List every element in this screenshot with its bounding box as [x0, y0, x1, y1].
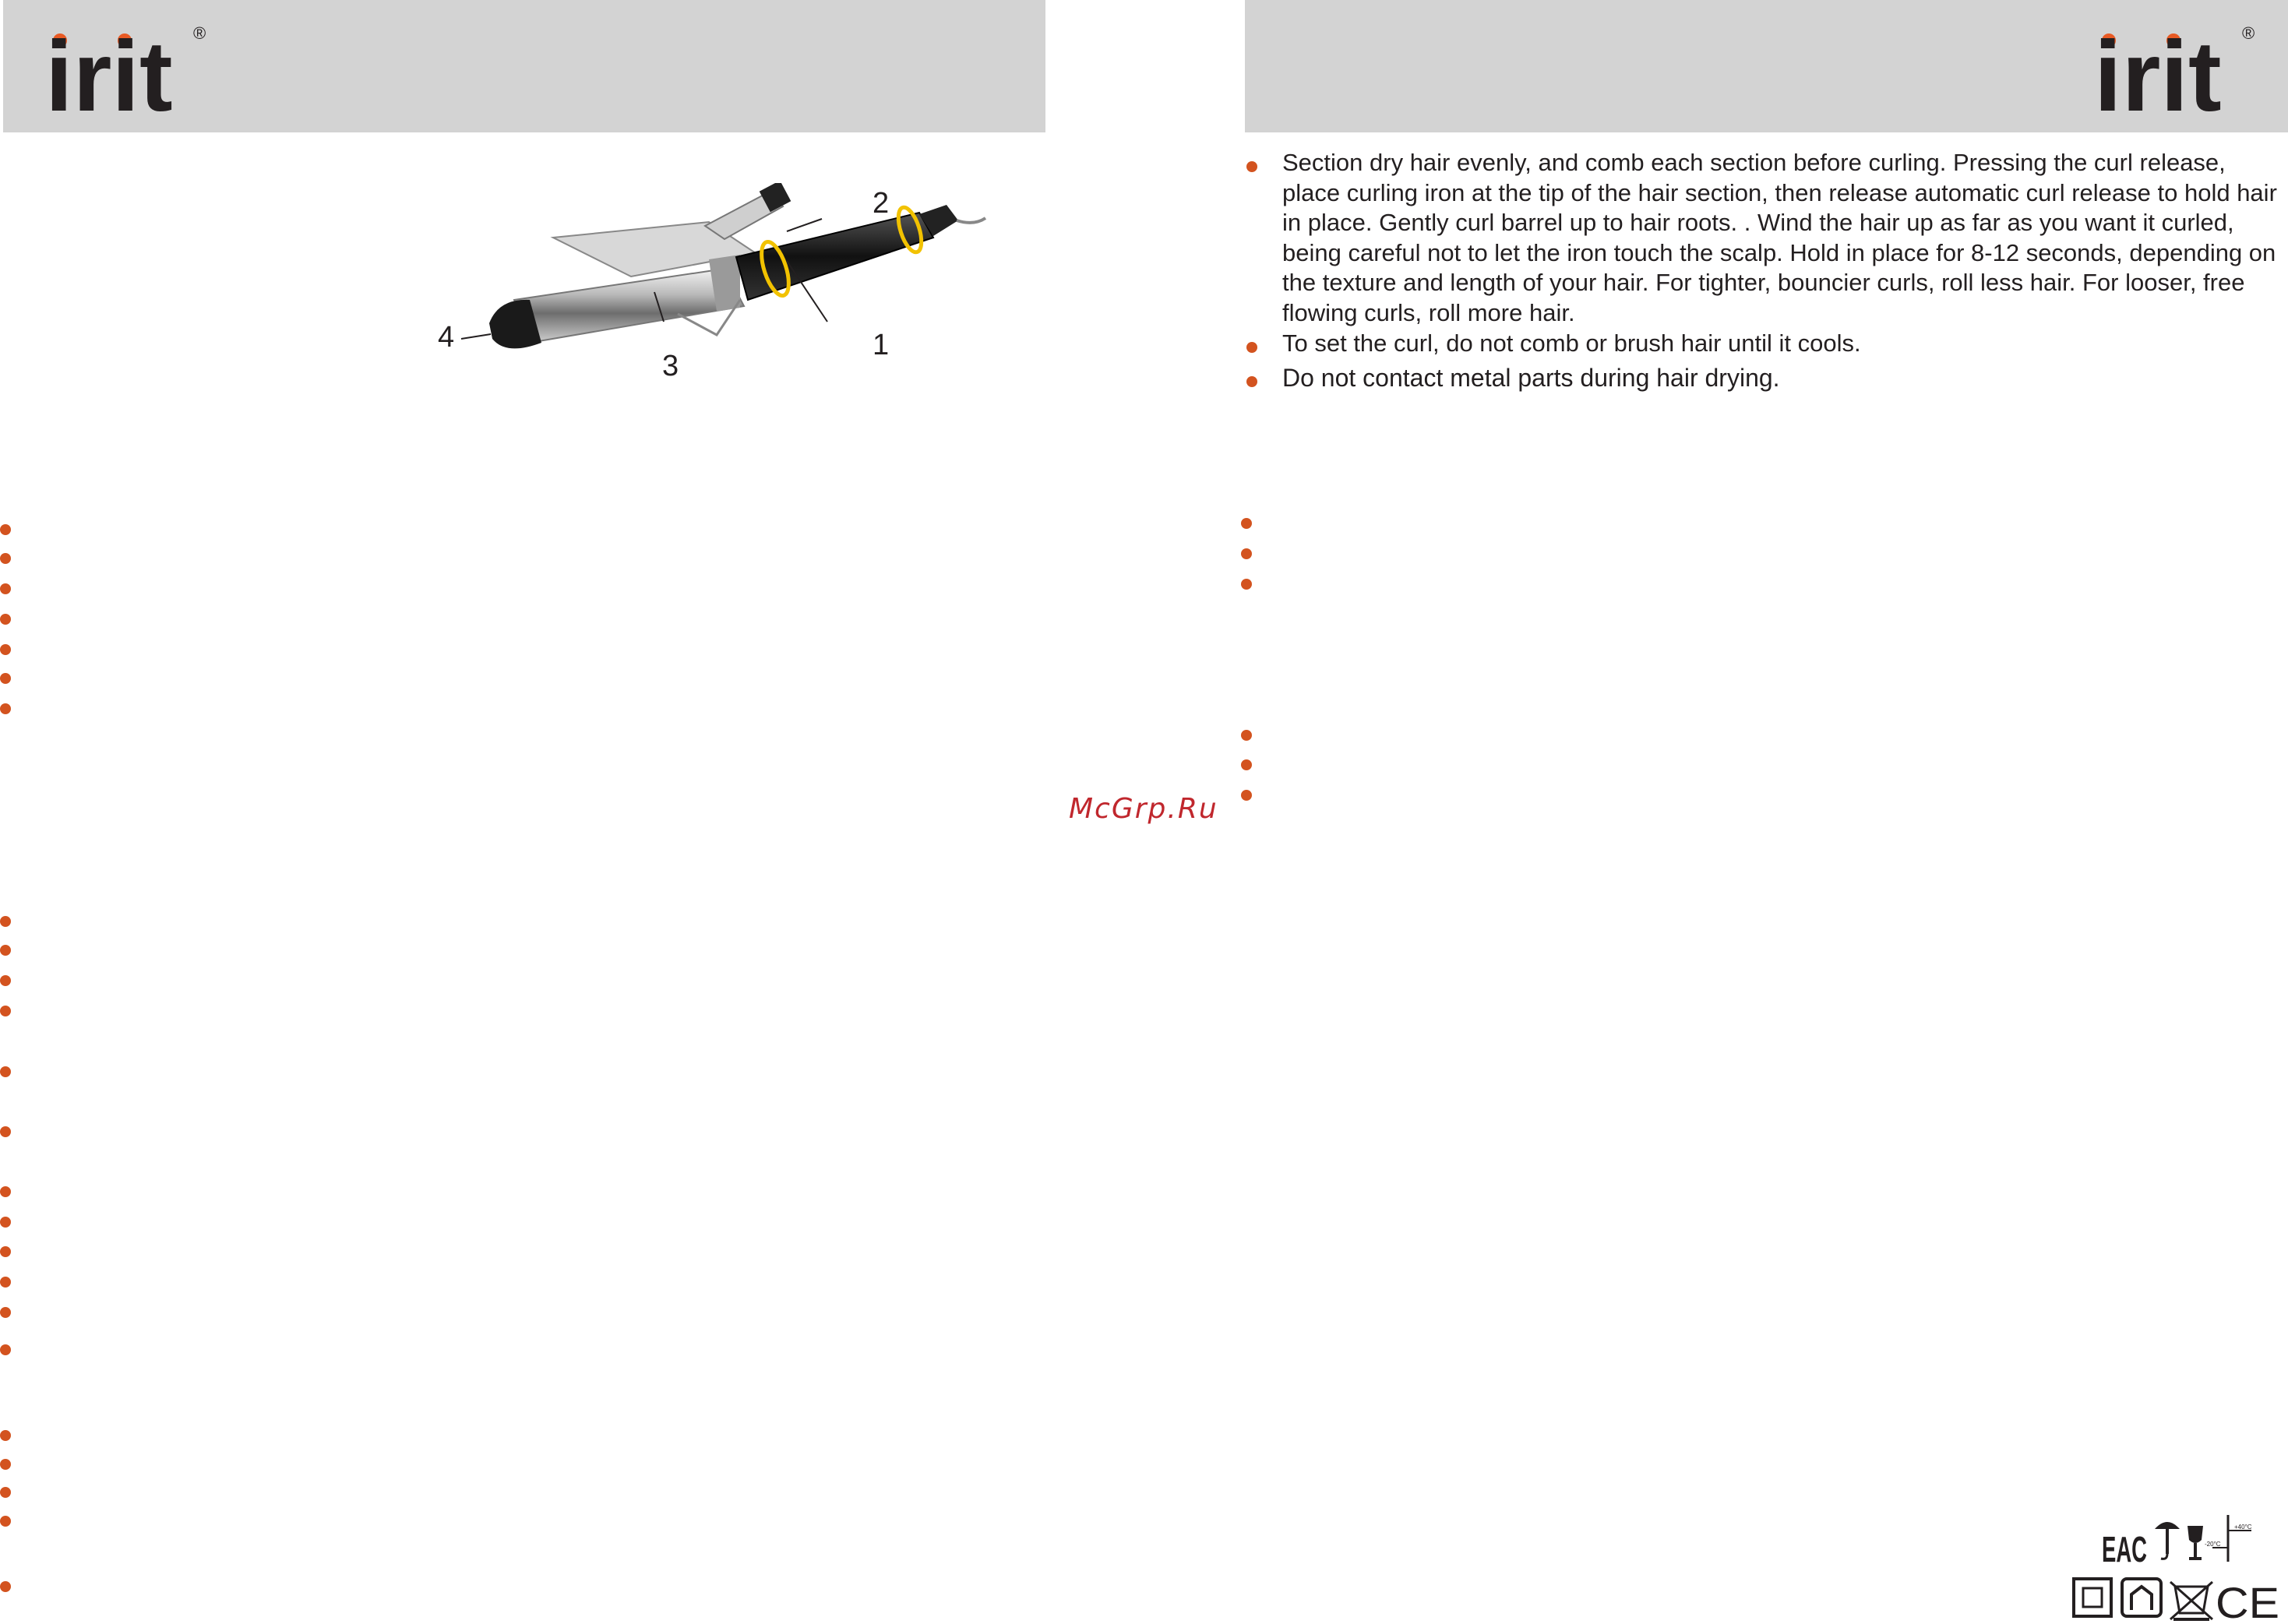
bullet-icon — [0, 1246, 11, 1257]
bullet-icon — [0, 644, 11, 655]
instruction-item: To set the curl, do not comb or brush hair until it cools. — [1239, 329, 2283, 359]
handle-with-care-icon — [2122, 1579, 2161, 1616]
bullet-icon — [1241, 790, 1252, 801]
handle — [736, 205, 985, 300]
curling-iron-illustration — [428, 183, 989, 401]
bullet-icon — [0, 553, 11, 564]
bullet-icon — [0, 1516, 11, 1527]
registered-mark: ® — [2242, 23, 2255, 43]
fragile-icon — [2188, 1526, 2203, 1559]
weee-bin-icon — [2170, 1582, 2212, 1619]
svg-text:+40°C: +40°C — [2234, 1524, 2252, 1531]
bullet-icon — [0, 614, 11, 625]
registered-mark: ® — [193, 23, 206, 43]
callout-3: 3 — [662, 350, 679, 382]
bullet-icon — [0, 1344, 11, 1355]
ce-mark: CE — [2216, 1578, 2279, 1624]
bullet-icon — [0, 703, 11, 714]
bullet-icon — [0, 1307, 11, 1318]
bullet-icon — [1241, 759, 1252, 770]
watermark: McGrp.Ru — [1069, 793, 1218, 825]
bullet-icon — [0, 1126, 11, 1137]
usage-instructions-list — [1239, 148, 2283, 393]
bullet-icon — [0, 975, 11, 986]
svg-text:-20°C: -20°C — [2205, 1541, 2221, 1548]
callout-2: 2 — [873, 187, 890, 220]
bullet-icon — [0, 916, 11, 927]
bullet-icon — [0, 1217, 11, 1228]
certification-marks — [2072, 1507, 2286, 1624]
bullet-icon — [0, 524, 11, 535]
temperature-limit-icon — [2205, 1515, 2252, 1562]
bullet-icon — [0, 1066, 11, 1077]
logo-wordmark: irit — [2094, 21, 2222, 118]
bullet-icon — [0, 1459, 11, 1470]
bullet-icon — [0, 1006, 11, 1016]
bullet-icon — [1241, 518, 1252, 529]
bullet-icon — [0, 1430, 11, 1441]
keep-dry-icon — [2155, 1522, 2180, 1559]
instruction-item: Section dry hair evenly, and comb each section before curling. Pressing the curl release, place curling iron at the tip of the hair section, then release automatic curl release to hold hair in place. Gently curl barrel up to hair roots. . Wind the hair up as far as you want it curled, being careful not to let the iron touch the scalp. Hold in place for 8-12 seconds, depending on the texture and length of your hair. For tighter, bouncier curls, roll less hair. For looser, free flowing curls, roll more hair. — [1239, 148, 2283, 329]
bullet-icon — [1241, 579, 1252, 590]
irit-logo-right — [2094, 17, 2265, 118]
instruction-item: Do not contact metal parts during hair drying. — [1239, 363, 2283, 393]
bullet-icon — [1241, 730, 1252, 741]
bullet-icon — [0, 673, 11, 684]
bullet-icon — [1241, 548, 1252, 559]
bullet-icon — [0, 945, 11, 956]
bullet-icon — [0, 1581, 11, 1592]
bullet-icon — [0, 1277, 11, 1288]
bullet-icon — [0, 1487, 11, 1498]
callout-4: 4 — [438, 321, 455, 354]
irit-logo-left — [45, 17, 217, 118]
callout-1: 1 — [873, 329, 890, 361]
bullet-icon — [0, 1186, 11, 1197]
eac-mark: EAC — [2102, 1529, 2147, 1569]
bullet-icon — [0, 583, 11, 594]
logo-wordmark: irit — [45, 21, 173, 118]
double-insulation-icon — [2074, 1579, 2111, 1616]
